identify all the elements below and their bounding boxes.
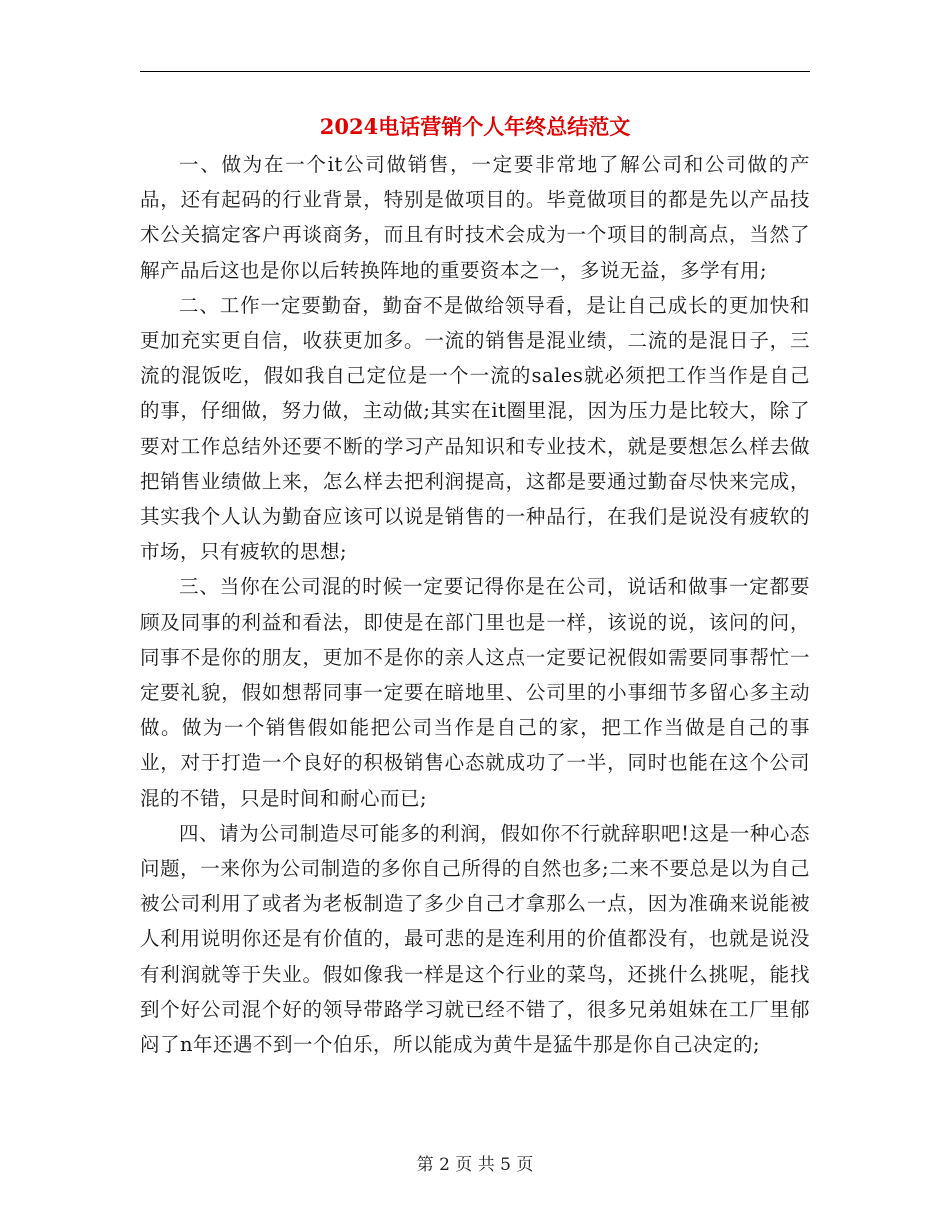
paragraph-1: 一、做为在一个it公司做销售，一定要非常地了解公司和公司做的产品，还有起码的行业背景，特别是做项目的。毕竟做项目的都是先以产品技术公关搞定客户再谈商务，而且有时技术会成为一个项目的制高点，当然了解产品后这也是你以后转换阵地的重要资本之一，多说无益，多学有用;: [140, 153, 810, 282]
document-body: [140, 147, 810, 1062]
paragraph-2: 二、工作一定要勤奋，勤奋不是做给领导看，是让自己成长的更加快和更加充实更自信，收获更加多。一流的销售是混业绩，二流的是混日子，三流的混饭吃，假如我自己定位是一个一流的sales就必须把工作当作是自己的事，仔细做，努力做，主动做;其实在it圈里混，因为压力是比较大，除了要对工作总结外还要不断的学习产品知识和专业技术，就是要想怎么样去做把销售业绩做上来，怎么样去把利润提高，这都是要通过勤奋尽快来完成，其实我个人认为勤奋应该可以说是销售的一种品行，在我们是说没有疲软的市场，只有疲软的思想;: [140, 293, 810, 564]
paragraph-4: 四、请为公司制造尽可能多的利润，假如你不行就辞职吧!这是一种心态问题，一来你为公司制造的多你自己所得的自然也多;二来不要总是以为自己被公司利用了或者为老板制造了多少自己才拿那么一点，因为准确来说能被人利用说明你还是有价值的，最可悲的是连利用的价值都没有，也就是说没有利润就等于失业。假如像我一样是这个行业的菜鸟，还挑什么挑呢，能找到个好公司混个好的领导带路学习就已经不错了，很多兄弟姐妹在工厂里郁闷了n年还遇不到一个伯乐，所以能成为黄牛是猛牛那是你自己决定的;: [140, 821, 810, 1057]
page-number: 第 2 页 共 5 页: [416, 1155, 534, 1175]
header-rule: [140, 71, 810, 72]
paragraph-3: 三、当你在公司混的时候一定要记得你是在公司，说话和做事一定都要顾及同事的利益和看法，即使是在部门里也是一样，该说的说，该问的问，同事不是你的朋友，更加不是你的亲人这点一定要记祝假如需要同事帮忙一定要礼貌，假如想帮同事一定要在暗地里、公司里的小事细节多留心多主动做。做为一个销售假如能把公司当作是自己的家，把工作当做是自己的事业，对于打造一个良好的积极销售心态就成功了一半，同时也能在这个公司混的不错，只是时间和耐心而已;: [140, 575, 810, 810]
document-title: 2024电话营销个人年终总结范文: [319, 114, 631, 139]
